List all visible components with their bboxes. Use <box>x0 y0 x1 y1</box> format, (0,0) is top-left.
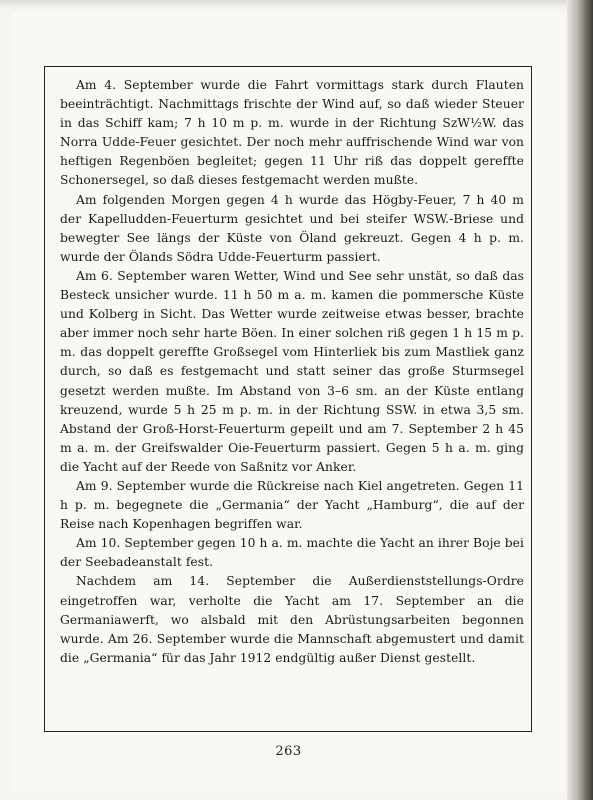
scan-top-edge <box>0 0 567 8</box>
book-page <box>12 12 565 792</box>
page-number: 263 <box>275 744 302 759</box>
body-text <box>60 76 524 668</box>
paragraph-sept-5: Am folgenden Morgen gegen 4 h wurde das Högby-Feuer, 7 h 40 m der Kapelludden-Feuerturm gesichtet und bei steifer WSW.-Briese und bewegter See längs der Küste von Öland gekreuzt. Gegen 4 h p. m. wurde der Ölands Södra Udde-Feuerturm passiert. <box>60 192 524 264</box>
paragraph-sept-10: Am 10. September gegen 10 h a. m. machte die Yacht an ihrer Boje bei der Seebadeanstalt fest. <box>60 536 524 570</box>
paragraph-sept-6: Am 6. September waren Wetter, Wind und See sehr unstät, so daß das Besteck unsicher wurde. 11 h 50 m a. m. kamen die pommersche Küste und Kolberg in Sicht. Das Wetter wurde zeitweise etwas besser, brachte aber immer noch sehr harte Böen. In einer solchen riß gegen 1 h 15 m p. m. das doppelt gereffte Großsegel vom Hinterliek bis zum Mastliek ganz durch, so daß es festgemacht und statt seiner das große Sturmsegel gesetzt werden mußte. Im Abstand von 3–6 sm. an der Küste entlang kreuzend, wurde 5 h 25 m p. m. in der Richtung SSW. in etwa 3,5 sm. Abstand der Groß-Horst-Feuerturm gepeilt und am 7. September 2 h 45 m a. m. der Greifswalder Oie-Feuerturm passiert. Gegen 5 h a. m. ging die Yacht auf der Reede von Saßnitz vor Anker. <box>60 268 524 474</box>
paragraph-decommission: Nachdem am 14. September die Außerdienststellungs-Ordre eingetroffen war, verholte die Yacht am 17. September an die Germaniawerft, wo alsbald mit den Abrüstungsarbeiten begonnen wurde. Am 26. September wurde die Mannschaft abgemustert und damit die „Germania“ für das Jahr 1912 endgültig außer Dienst gestellt. <box>60 574 524 665</box>
paragraph-sept-9: Am 9. September wurde die Rückreise nach Kiel angetreten. Gegen 11 h p. m. begegnete die „Germania“ der Yacht „Hamburg“, die auf der Reise nach Kopenhagen begriffen war. <box>60 478 524 532</box>
book-spine-shadow <box>567 0 593 800</box>
paragraph-sept-4: Am 4. September wurde die Fahrt vormittags stark durch Flauten beeinträchtigt. Nachmittags frischte der Wind auf, so daß wieder Steuer in das Schiff kam; 7 h 10 m p. m. wurde in der Richtung SzW½W. das Norra Udde-Feuer gesichtet. Der noch mehr auffrischende Wind war von heftigen Regenböen begleitet; gegen 11 Uhr riß das doppelt gereffte Schonersegel, so daß dieses festgemacht werden mußte. <box>60 78 524 188</box>
